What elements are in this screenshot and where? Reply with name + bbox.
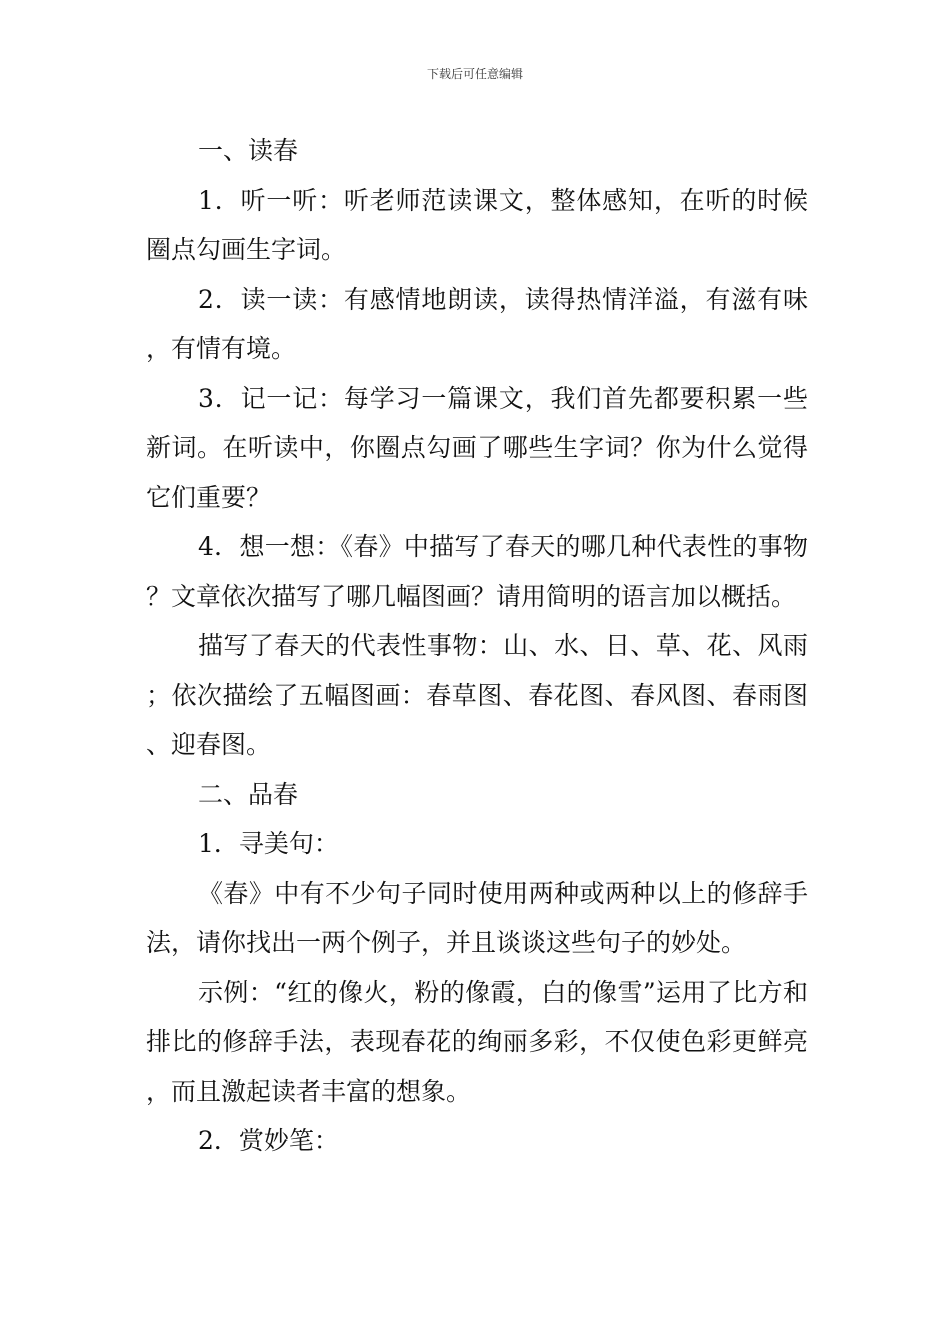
section-heading-read-spring: 一、读春: [198, 136, 299, 165]
paragraph-find-sentences: 1．寻美句：: [198, 829, 339, 858]
document-body: [146, 126, 808, 1166]
paragraph-rhetoric-task: 《春》中有不少句子同时使用两种或两种以上的修辞手法，请你找出一两个例子，并且谈谈这些句子的妙处。: [146, 878, 808, 957]
paragraph-example: 示例：“红的像火，粉的像霞，白的像雪”运用了比方和排比的修辞手法，表现春花的绚丽多彩，不仅使色彩更鲜亮，而且激起读者丰富的想象。: [146, 977, 808, 1106]
paragraph-listen: 1．听一听：听老师范读课文，整体感知，在听的时候圈点勾画生字词。: [146, 185, 808, 264]
paragraph-read: 2．读一读：有感情地朗读，读得热情洋溢，有滋有味，有情有境。: [146, 284, 808, 363]
page-header: 下载后可任意编辑: [426, 67, 523, 81]
paragraph-appreciate: 2．赏妙笔：: [198, 1126, 339, 1155]
paragraph-remember: 3．记一记：每学习一篇课文，我们首先都要积累一些新词。在听读中，你圈点勾画了哪些生字词？你为什么觉得它们重要？: [146, 383, 808, 512]
paragraph-think: 4．想一想：《春》中描写了春天的哪几种代表性的事物？文章依次描写了哪几幅图画？请用简明的语言加以概括。: [146, 532, 808, 611]
section-heading-savor-spring: 二、品春: [198, 779, 299, 809]
paragraph-answer: 描写了春天的代表性事物：山、水、日、草、花、风雨；依次描绘了五幅图画：春草图、春花图、春风图、春雨图、迎春图。: [146, 631, 808, 759]
